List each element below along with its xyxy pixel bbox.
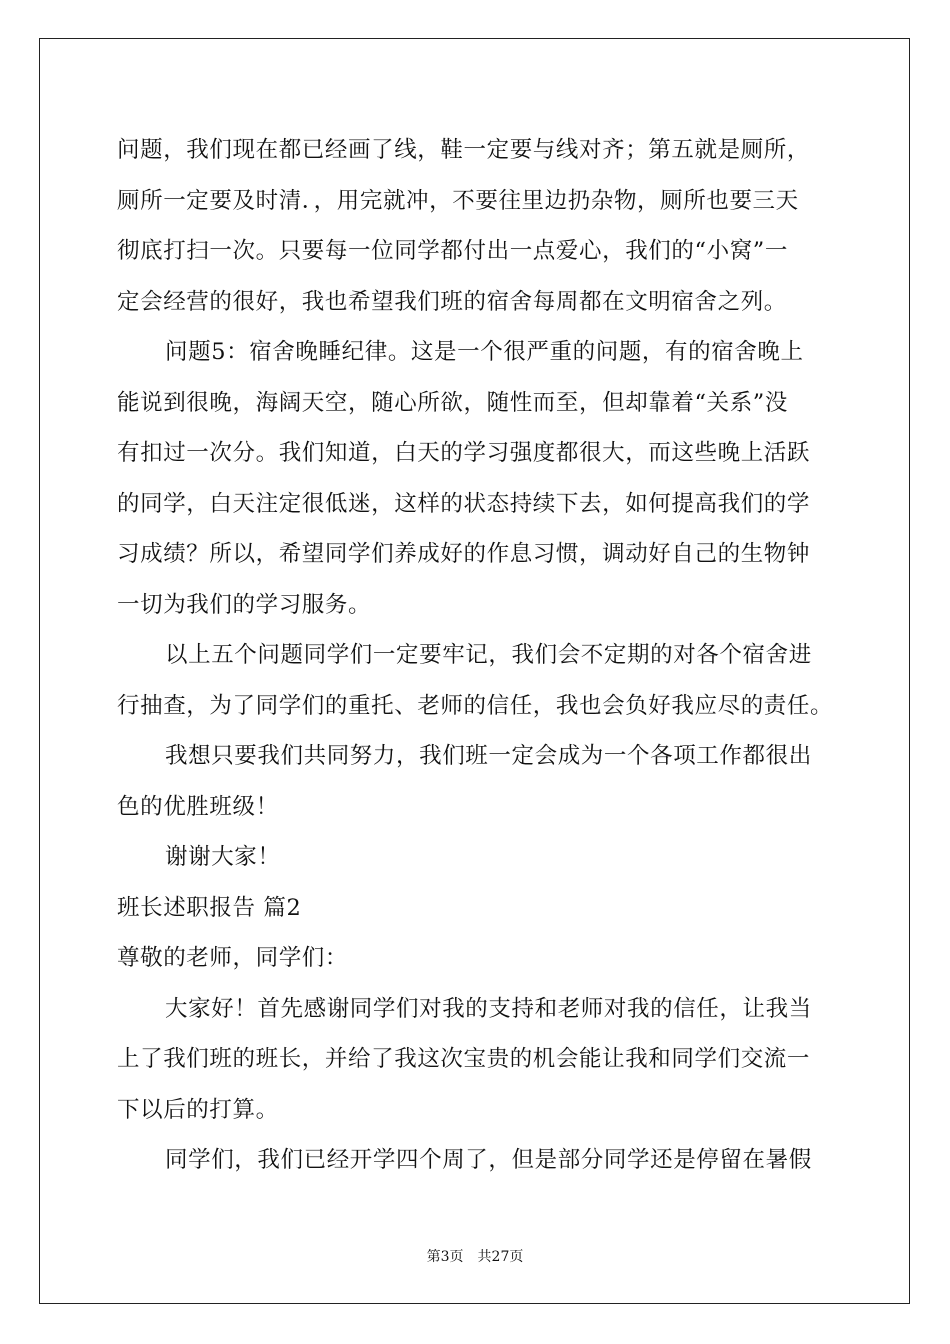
text-line: 问题，我们现在都已经画了线，鞋一定要与线对齐；第五就是厕所， <box>117 137 811 163</box>
page-footer <box>0 1246 950 1266</box>
page-number: 第3页 <box>426 1249 464 1265</box>
text-line: 习成绩？所以，希望同学们养成好的作息习惯，调动好自己的生物钟 <box>117 541 811 567</box>
page-total: 共27页 <box>477 1249 524 1265</box>
text-line: 厕所一定要及时清．，用完就冲，不要往里边扔杂物，厕所也要三天 <box>117 187 799 214</box>
text-line: 以上五个问题同学们一定要牢记，我们会不定期的对各个宿舍进 <box>165 642 812 668</box>
text-line: 尊敬的老师，同学们： <box>117 945 349 971</box>
text-line: 同学们，我们已经开学四个周了，但是部分同学还是停留在暑假 <box>165 1147 812 1173</box>
text-line: 大家好！首先感谢同学们对我的支持和老师对我的信任，让我当 <box>165 995 812 1022</box>
text-line: 定会经营的很好，我也希望我们班的宿舍每周都在文明宿舍之列。 <box>117 288 787 315</box>
text-line: 的同学，白天注定很低迷，这样的状态持续下去，如何提高我们的学 <box>117 490 811 517</box>
text-line: 一切为我们的学习服务。 <box>117 591 372 618</box>
text-line: 谢谢大家！ <box>165 844 281 870</box>
text-line: 我想只要我们共同努力，我们班一定会成为一个各项工作都很出 <box>165 743 812 769</box>
text-line: 班长述职报告 篇2 <box>117 894 302 921</box>
text-line: 色的优胜班级！ <box>117 793 279 820</box>
text-line: 彻底打扫一次。只要每一位同学都付出一点爱心，我们的“小窝”一 <box>117 238 789 264</box>
text-line: 下以后的打算。 <box>117 1096 279 1123</box>
text-line: 上了我们班的班长，并给了我这次宝贵的机会能让我和同学们交流一 <box>117 1046 811 1072</box>
document-body <box>117 125 857 1186</box>
text-line: 行抽查，为了同学们的重托、老师的信任，我也会负好我应尽的责任。 <box>117 692 834 719</box>
text-line: 能说到很晚，海阔天空，随心所欲，随性而至，但却靠着“关系”没 <box>117 389 789 416</box>
text-line: 有扣过一次分。我们知道，白天的学习强度都很大，而这些晚上活跃 <box>117 440 811 466</box>
text-line: 问题5：宿舍晚睡纪律。这是一个很严重的问题，有的宿舍晚上 <box>165 339 804 365</box>
